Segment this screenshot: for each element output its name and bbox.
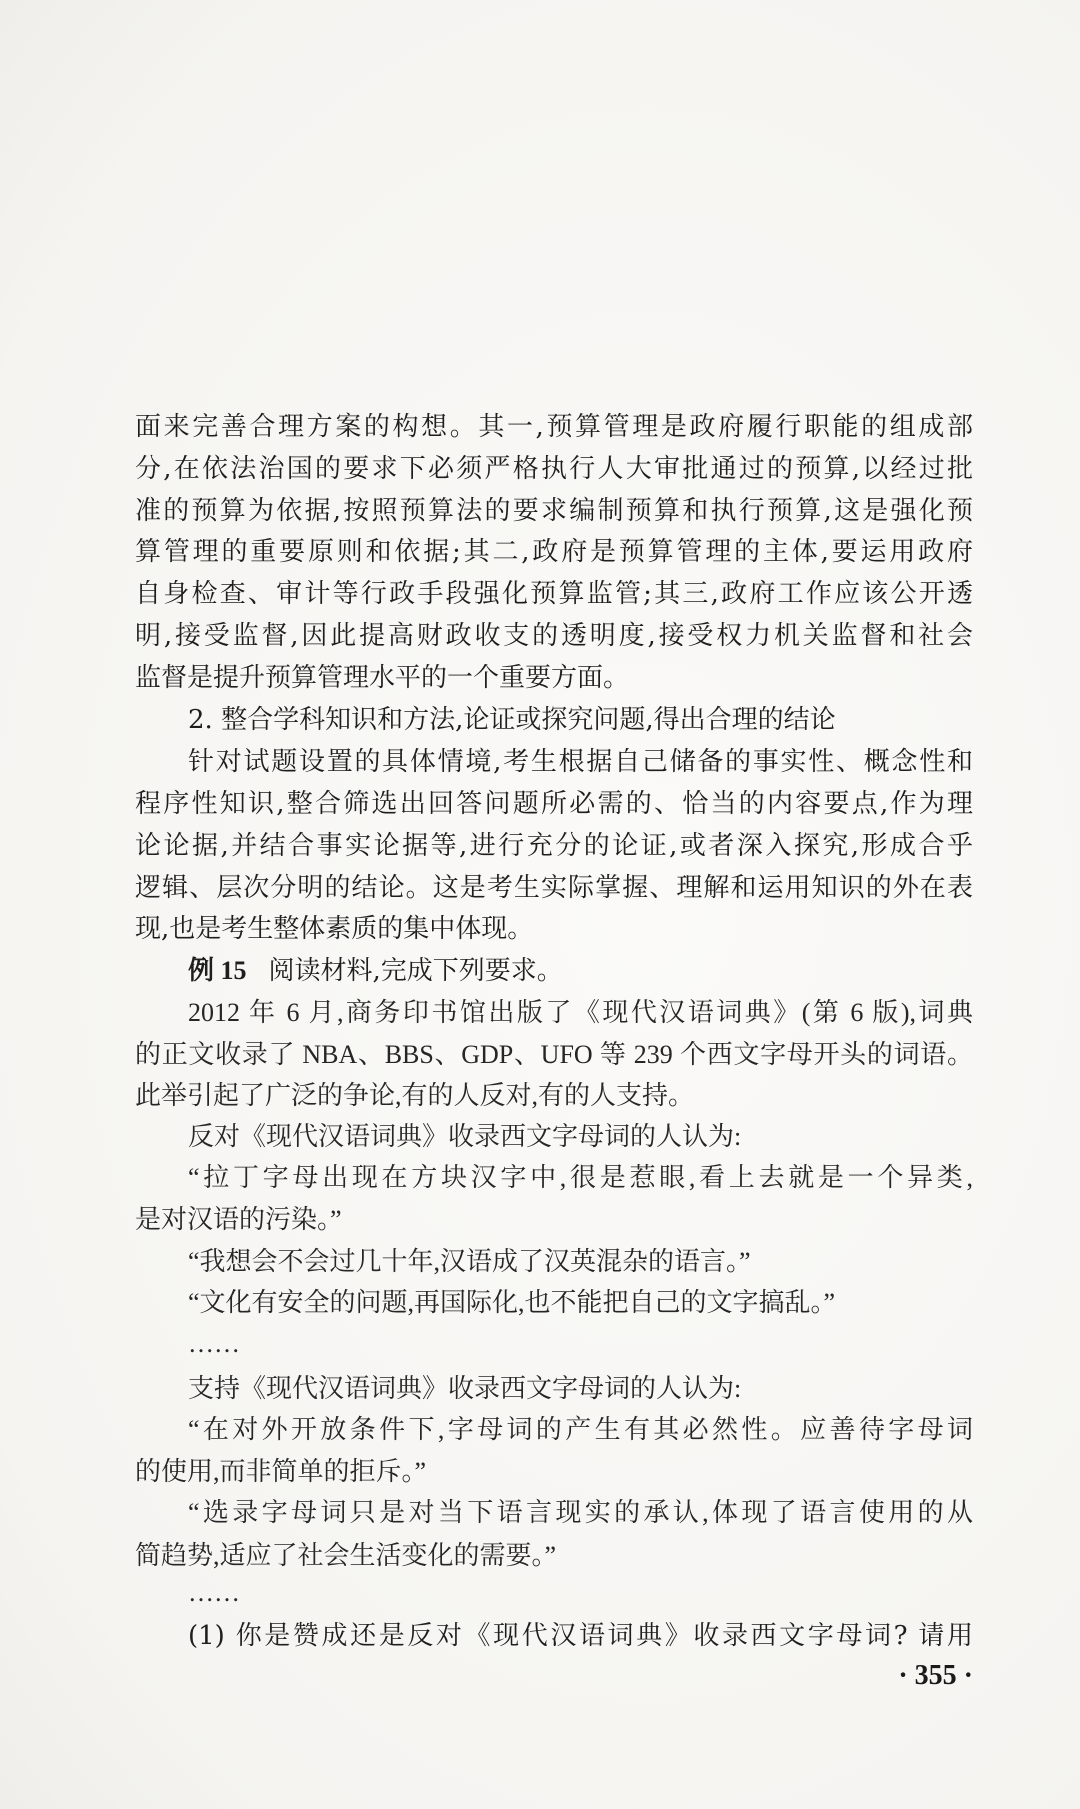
quote-line: 简趋势,适应了社会生活变化的需要。” — [135, 1541, 557, 1570]
text-line: 自身检查、审计等行政手段强化预算监管;其三,政府工作应该公开透 — [135, 579, 973, 609]
text-line: 现,也是考生整体素质的集中体现。 — [135, 914, 534, 944]
quote-line: “选录字母词只是对当下语言现实的承认,体现了语言使用的从 — [188, 1498, 973, 1527]
text-line: 此举引起了广泛的争论,有的人反对,有的人支持。 — [135, 1081, 695, 1110]
text-line: 分,在依法治国的要求下必须严格执行人大审批通过的预算,以经过批 — [135, 454, 973, 484]
example-instruction: 阅读材料,完成下列要求。 — [268, 956, 563, 986]
text-line: 算管理的重要原则和依据;其二,政府是预算管理的主体,要运用政府 — [135, 537, 973, 567]
text-line: 准的预算为依据,按照预算法的要求编制预算和执行预算,这是强化预 — [135, 496, 973, 526]
text-line: 逻辑、层次分明的结论。这是考生实际掌握、理解和运用知识的外在表 — [135, 873, 973, 903]
text-line: 程序性知识,整合筛选出回答问题所必需的、恰当的内容要点,作为理 — [135, 789, 973, 819]
page-number: · 355 · — [898, 1660, 973, 1691]
question-line: (1) 你是赞成还是反对《现代汉语词典》收录西文字母词? 请用 — [188, 1621, 973, 1651]
quote-line: “在对外开放条件下,字母词的产生有其必然性。应善待字母词 — [188, 1415, 973, 1444]
text-line: 面来完善合理方案的构想。其一,预算管理是政府履行职能的组成部 — [135, 412, 973, 442]
ellipsis: …… — [188, 1578, 240, 1607]
quote-line: “拉丁字母出现在方块汉字中,很是惹眼,看上去就是一个异类, — [188, 1163, 973, 1192]
text-line: 反对《现代汉语词典》收录西文字母词的人认为: — [188, 1122, 742, 1151]
text-line: 的正文收录了 NBA、BBS、GDP、UFO 等 239 个西文字母开头的词语。 — [135, 1040, 973, 1069]
text-line: 明,接受监督,因此提高财政收支的透明度,接受权力机关监督和社会 — [135, 621, 973, 651]
quote-line: “文化有安全的问题,再国际化,也不能把自己的文字搞乱。” — [188, 1288, 836, 1317]
text-line: 针对试题设置的具体情境,考生根据自己储备的事实性、概念性和 — [188, 747, 973, 777]
text-line: 2012 年 6 月,商务印书馆出版了《现代汉语词典》(第 6 版),词典 — [188, 998, 973, 1027]
quote-line: 是对汉语的污染。” — [135, 1205, 342, 1234]
text-line: 支持《现代汉语词典》收录西文字母词的人认为: — [188, 1374, 742, 1403]
ellipsis: …… — [188, 1329, 240, 1358]
example-heading — [188, 954, 973, 988]
quote-line: 的使用,而非简单的拒斥。” — [135, 1457, 427, 1486]
text-line: 监督是提升预算管理水平的一个重要方面。 — [135, 663, 630, 693]
example-label: 例 15 — [188, 956, 247, 985]
quote-line: “我想会不会过几十年,汉语成了汉英混杂的语言。” — [188, 1247, 751, 1276]
section-heading: 2. 整合学科知识和方法,论证或探究问题,得出合理的结论 — [188, 705, 836, 735]
text-line: 论论据,并结合事实论据等,进行充分的论证,或者深入探究,形成合乎 — [135, 831, 973, 861]
